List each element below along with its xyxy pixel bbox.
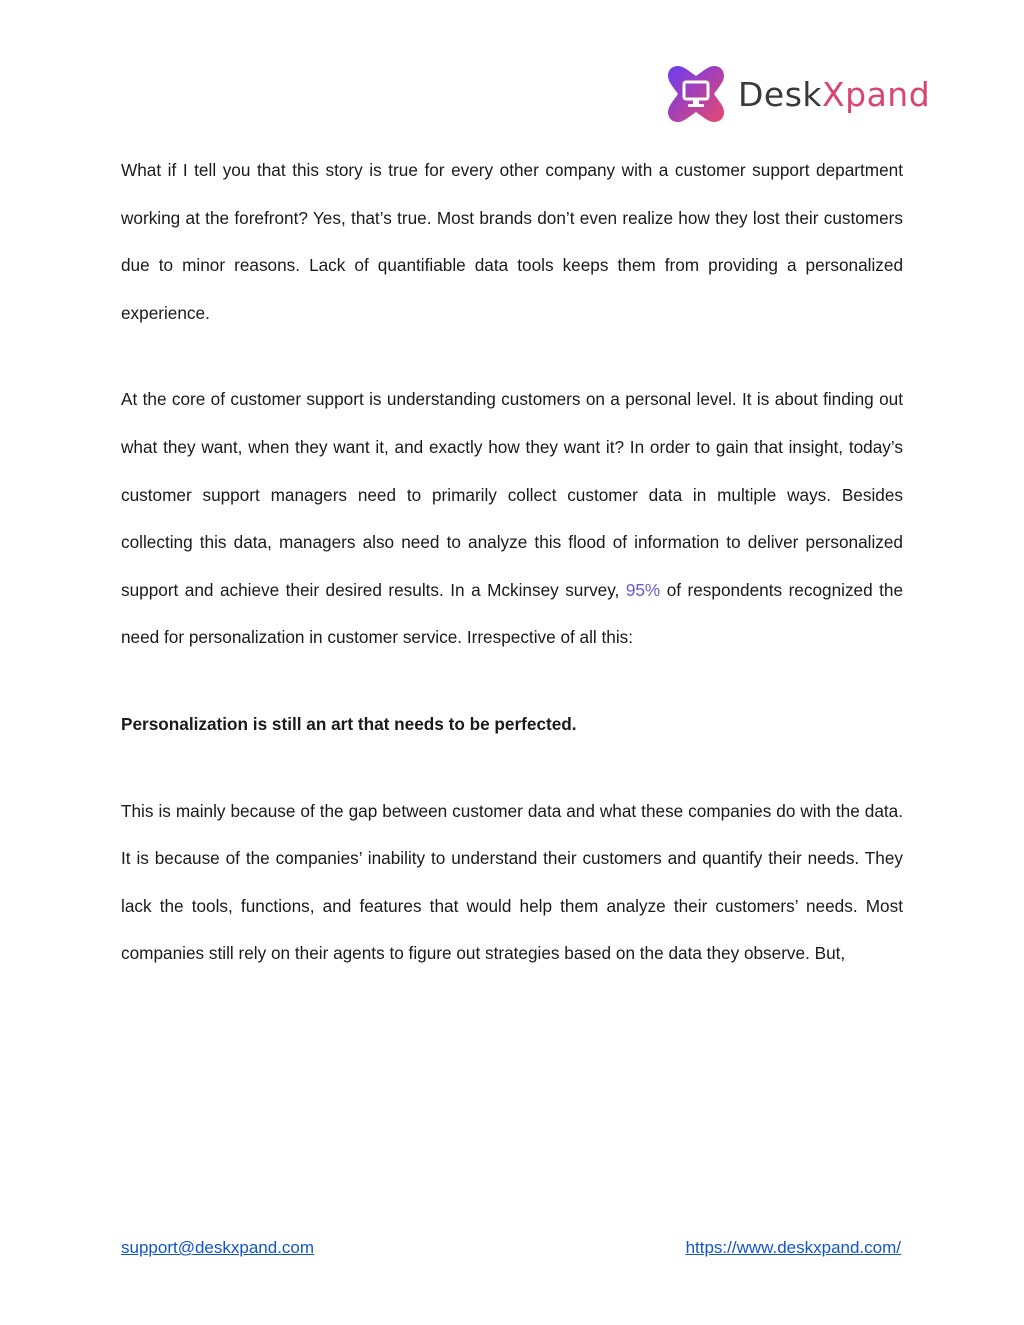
brand-logo [664, 60, 930, 128]
paragraph-1: What if I tell you that this story is true for every other company with a customer support department working at the forefront? Yes, that’s true. Most brands don’t even realize how they lost their customers due to minor reasons. Lack of quantifiable data tools keeps them from providing a personalized experience. [121, 160, 903, 323]
bold-statement: Personalization is still an art that needs to be perfected. [121, 713, 577, 734]
website-link[interactable]: https://www.deskxpand.com/ [685, 1238, 901, 1257]
desktop-monitor-icon [664, 62, 728, 126]
support-email-link[interactable]: support@deskxpand.com [121, 1238, 315, 1257]
brand-wordmark [738, 74, 931, 114]
statistic-highlight: 95% [625, 579, 661, 600]
brand-wordmark-xpand: Xpand [822, 74, 931, 114]
paragraph-2 [121, 376, 903, 662]
paragraph-2-start: At the core of customer support is understanding customers on a personal level. It is about finding out what they want, when they want it, and exactly how they want it? In order to gain that insight, today’s customer support managers need to primarily collect customer data in multiple ways. Besides collecting this data, managers also need to analyze this flood of information to deliver personalized support and achieve their desired results. In a Mckinsey survey, [121, 389, 903, 600]
page-footer [121, 1238, 901, 1258]
paragraph-2-end: of respondents recognized the need for personalization in customer service. Irrespective of all this: [121, 579, 904, 648]
brand-wordmark-desk: Desk [738, 74, 823, 114]
paragraph-3: This is mainly because of the gap between customer data and what these companies do with the data. It is because of the companies’ inability to understand their customers and quantify their needs. They lack the tools, functions, and features that would help them analyze their customers’ needs. Most companies still rely on their agents to figure out strategies based on the data they observe. But, [121, 800, 903, 964]
document-body [121, 147, 903, 1017]
